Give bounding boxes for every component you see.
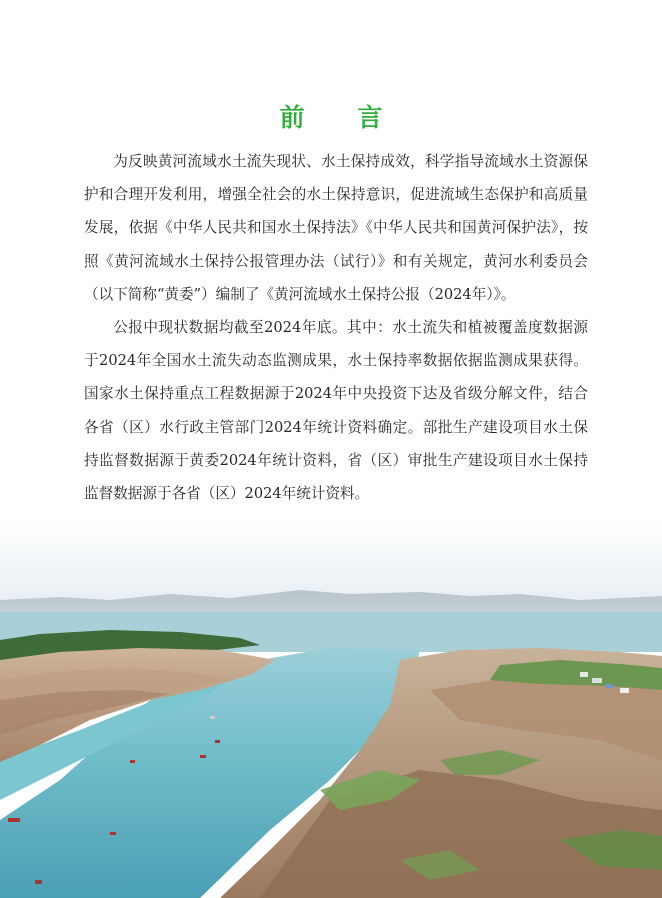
page-title: 前 言 (279, 103, 405, 132)
paragraph-1: 为反映黄河流域水土流失现状、水土保持成效，科学指导流域水土资源保护和合理开发利用，增强全社会的水土保持意识，促进流域生态保护和高质量发展，依据《中华人民共和国水土保持法》《中华人民共和国黄河保护法》，按照《黄河流域水土保持公报管理办法（试行）》和有关规定，黄河水利委员会（以下简称“黄委”）编制了《黄河流域水土保持公报（2024年）》。 (84, 153, 588, 303)
paragraph-2: 公报中现状数据均截至2024年底。其中：水土流失和植被覆盖度数据源于2024年全国水土流失动态监测成果，水土保持率数据依据监测成果获得。国家水土保持重点工程数据源于2024年中央投资下达及省级分解文件，结合各省（区）水行政主管部门2024年统计资料确定。部批生产建设项目水土保持监督数据源于黄委2024年统计资料，省（区）审批生产建设项目水土保持监督数据源于各省（区）2024年统计资料。 (84, 319, 588, 503)
body-text (84, 145, 588, 510)
